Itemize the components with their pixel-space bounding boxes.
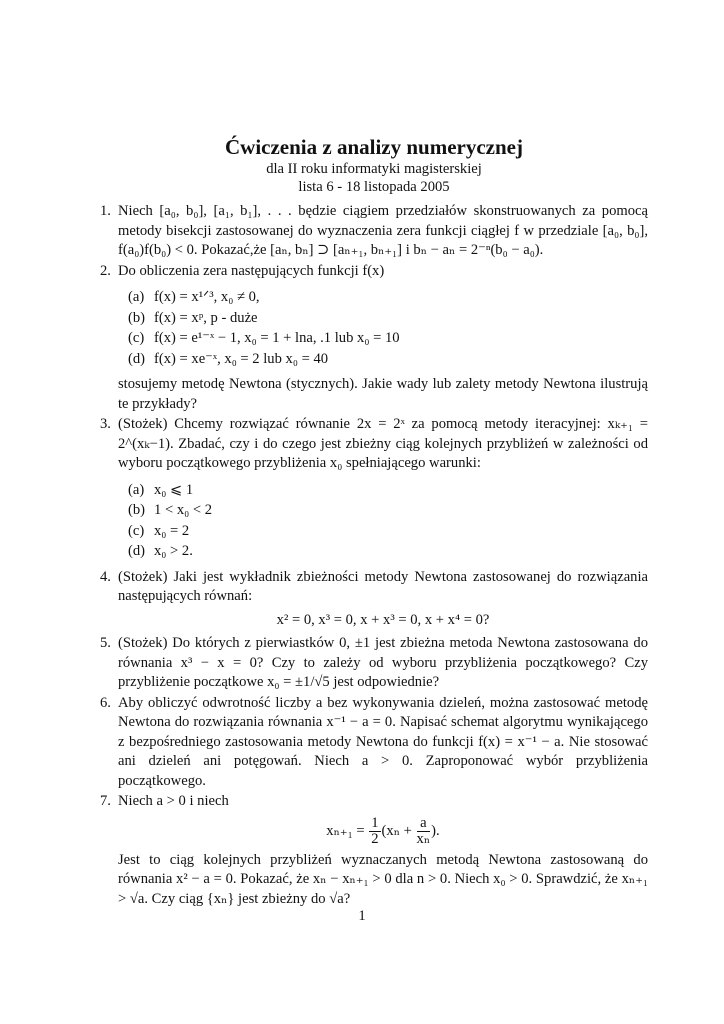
problem-text: Aby obliczyć odwrotność liczby a bez wykonywania dzieleń, można zastosować metodę Newtona do rozwiązania równania x⁻¹ − a = 0. Napisać schemat algorytmu wynikającego z bezpośredniego zastosowania metody Newtona do funkcji f(x) = x⁻¹ − a. Nie stosować ani dzieleń ani potęgowań. Niech a > 0. Zaproponować wybór przybliżenia początkowego. [118,694,648,789]
recurrence-equation [118,816,648,847]
problem-1 [100,202,648,261]
problem-number: 7. [100,793,111,809]
problem-4 [100,568,648,631]
problem-intro: (Stożek) Jaki jest wykładnik zbieżności metody Newtona zastosowanej do rozwiązania następujących równań: [118,568,648,604]
problem-2 [100,262,648,415]
problem-intro: (Stożek) Chcemy rozwiązać równanie 2x = 2ˣ za pomocą metody iteracyjnej: xₖ₊₁ = 2^(xₖ−1). Zbadać, czy i do czego jest zbieżny ciąg kolejnych przybliżeń w zależności od wyboru początkowego przybliżenia x₀ spełniającego warunki: [118,416,648,471]
subitem [128,287,648,308]
fraction-a-over-xn [417,816,431,847]
equation-lhs: xₙ₊₁ = [326,822,365,839]
problem-outro: Jest to ciąg kolejnych przybliżeń wyznaczanych metodą Newtona zastosowaną do równania x² − a = 0. Pokazać, że xₙ − xₙ₊₁ > 0 dla n > 0. Niech x₀ > 0. Sprawdzić, że xₙ₊₁ > √a. Czy ciąg {xₙ} jest zbieżny do √a? [118,851,648,907]
subitem-text: x₀ ⩽ 1 [154,481,194,498]
subitem-text: 1 < x₀ < 2 [154,502,213,518]
problem-number: 1. [100,203,111,219]
subitem [128,521,648,542]
problem-6 [100,694,648,792]
subitem-text: x₀ = 2 [154,522,190,539]
equation-middle: (xₙ + [381,822,412,839]
problem-text: Niech [a₀, b₀], [a₁, b₁], . . . będzie ciągiem przedziałów skonstruowanych za pomocą metody bisekcji zastosowanej do wyznaczenia zera funkcji ciągłej f w przedziale [a₀, b₀], f(a₀)f(b₀) < 0. Pokazać,że [aₙ, bₙ] ⊃ [aₙ₊₁, bₙ₊₁] i bₙ − aₙ = 2⁻ⁿ(b₀ − a₀). [118,203,648,258]
subtitle-course: dla II roku informatyki magisterskiej [266,161,482,177]
subitem [128,500,648,521]
subitem-text: f(x) = x¹ᐟ³, x₀ ≠ 0, [154,289,260,305]
problem-3 [100,415,648,562]
subitem-label: (a) [128,481,145,498]
display-equation: x² = 0, x³ = 0, x + x³ = 0, x + x⁴ = 0? [276,611,490,628]
subitem-text: f(x) = xᵖ, p - duże [154,309,258,326]
subtitle-list-date: lista 6 - 18 listopada 2005 [298,179,450,195]
fraction-denominator: xₙ [416,830,431,847]
subitem [128,308,648,329]
subitem-label: (d) [128,543,146,559]
subitem-label: (d) [128,350,146,367]
equation-end: ). [431,822,440,839]
problem-number: 4. [100,568,111,585]
fraction-one-half [369,816,380,847]
problem-7 [100,792,648,909]
problem-number: 5. [100,635,111,651]
fraction-numerator: 1 [371,814,379,831]
problem-outro: stosujemy metodę Newtona (stycznych). Jakie wady lub zalety metody Newtona ilustrują te przykłady? [118,376,648,412]
subitem [128,328,648,349]
subitem-text: x₀ > 2. [154,543,193,559]
document-page [100,128,648,910]
subitem [128,349,648,370]
problem-number: 2. [100,262,111,279]
subitem-label: (c) [128,522,145,539]
problem-5 [100,634,648,693]
problem-text: (Stożek) Do których z pierwiastków 0, ±1 jest zbieżna metoda Newtona zastosowana do równania x³ − x = 0? Czy to zależy od wyboru przybliżenia początkowego? Czy przybliżenie początkowe x₀ = ±1/√5 jest odpowiednie? [118,635,648,690]
fraction-numerator: a [417,816,431,832]
problem-intro: Niech a > 0 i niech [118,793,229,809]
page-title: Ćwiczenia z analizy numerycznej [224,135,523,159]
page-number: 1 [358,908,366,924]
subitem-text: f(x) = e¹⁻ˣ − 1, x₀ = 1 + lna, .1 lub x₀ = 10 [154,330,400,346]
subitem-list [128,480,648,562]
subitem-label: (c) [128,330,145,346]
fraction-denominator: 2 [371,830,379,847]
subitem-label: (a) [128,289,145,305]
subitem-label: (b) [128,309,146,326]
subitem-list [128,287,648,369]
problem-intro: Do obliczenia zera następujących funkcji f(x) [118,262,385,279]
subitem [128,541,648,562]
problem-number: 6. [100,694,111,711]
subitem-text: f(x) = xe⁻ˣ, x₀ = 2 lub x₀ = 40 [154,350,329,367]
subitem [128,480,648,501]
subitem-label: (b) [128,502,146,518]
problem-number: 3. [100,416,111,432]
problem-list [100,202,648,909]
